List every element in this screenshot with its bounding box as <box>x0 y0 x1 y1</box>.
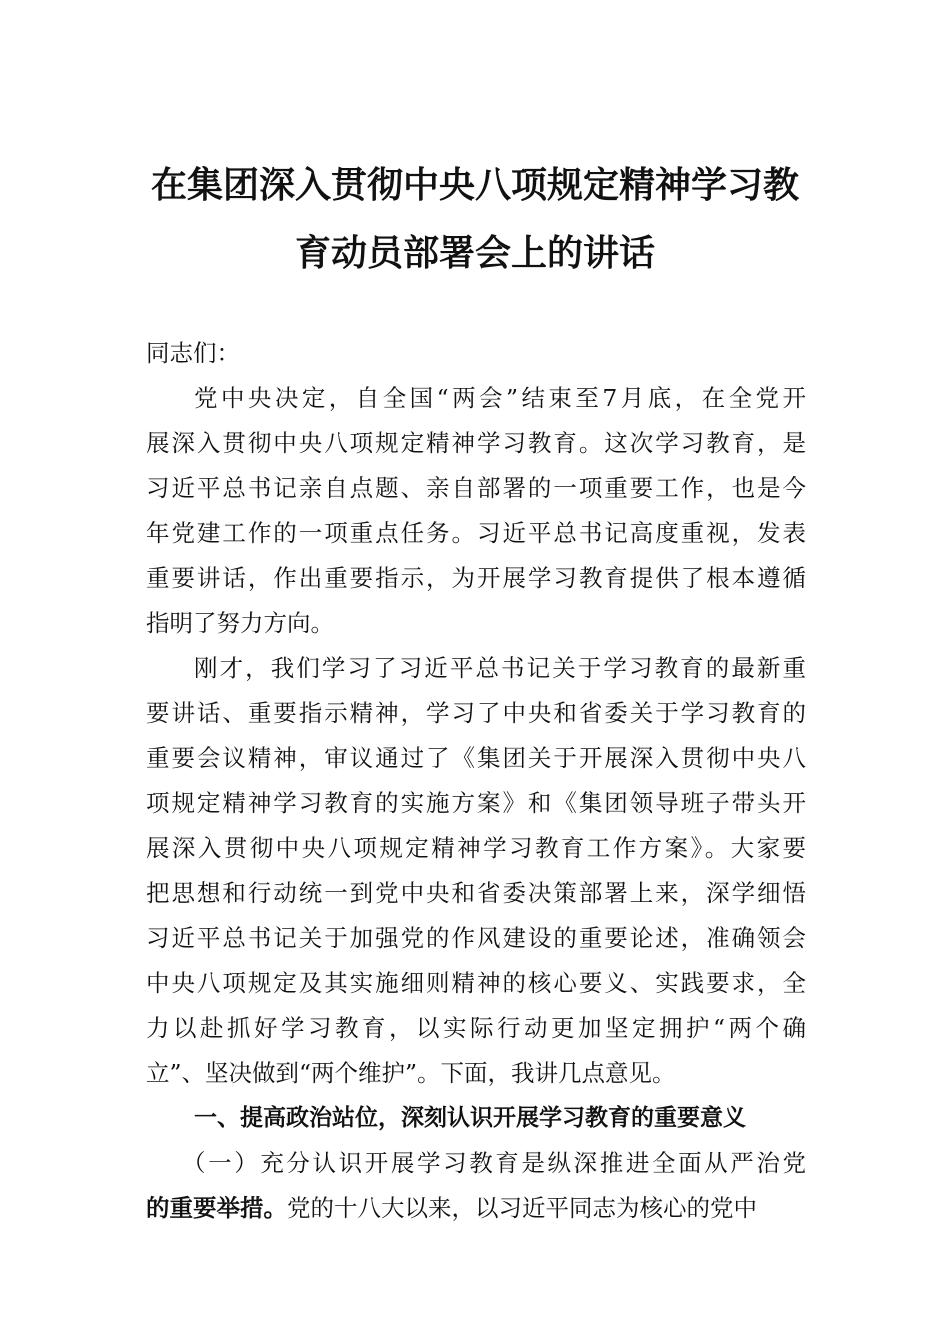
paragraph-1-line: 指明了努力方向。 <box>146 609 334 637</box>
paragraph-2-line: 项规定精神学习教育的实施方案》和《集团领导班子带头开 <box>146 789 806 817</box>
paragraph-1-line: 年党建工作的一项重点任务。习近平总书记高度重视，发表 <box>146 519 806 547</box>
paragraph-2-line: 刚才，我们学习了习近平总书记关于学习教育的最新重 <box>194 654 806 682</box>
document-title-line-1: 在集团深入贯彻中央八项规定精神学习教 <box>150 165 799 206</box>
subsection-1-line-1: （一）充分认识开展学习教育是纵深推进全面从严治党 <box>182 1149 806 1177</box>
document-title-line-2: 育动员部署会上的讲话 <box>294 233 655 274</box>
paragraph-2-line: 中央八项规定及其实施细则精神的核心要义、实践要求，全 <box>146 969 806 997</box>
paragraph-1-line: 习近平总书记亲自点题、亲自部署的一项重要工作，也是今 <box>146 474 806 502</box>
paragraph-2-line: 重要会议精神，审议通过了《集团关于开展深入贯彻中央八 <box>146 744 806 772</box>
paragraph-2-line: 立”、坚决做到“两个维护”。下面，我讲几点意见。 <box>146 1059 676 1087</box>
paragraph-2-line: 习近平总书记关于加强党的作风建设的重要论述，准确领会 <box>146 924 806 952</box>
paragraph-2-line: 把思想和行动统一到党中央和省委决策部署上来，深学细悟 <box>146 879 806 907</box>
paragraph-1-line: 展深入贯彻中央八项规定精神学习教育。这次学习教育，是 <box>146 429 806 457</box>
paragraph-2-line: 力以赴抓好学习教育，以实际行动更加坚定拥护“两个确 <box>146 1014 806 1042</box>
salutation: 同志们： <box>146 339 240 367</box>
subsection-1-line-2 <box>146 1191 806 1225</box>
paragraph-2-line: 要讲话、重要指示精神，学习了中央和省委关于学习教育的 <box>146 699 806 727</box>
paragraph-1-line: 重要讲话，作出重要指示，为开展学习教育提供了根本遵循 <box>146 564 806 592</box>
subsection-1-emphasis: 的重要举措。 <box>146 1194 287 1222</box>
paragraph-2-line: 展深入贯彻中央八项规定精神学习教育工作方案》。大家要 <box>146 834 806 862</box>
subsection-1-body: 党的十八大以来，以习近平同志为核心的党中 <box>287 1194 757 1222</box>
section-1-heading: 一、提高政治站位，深刻认识开展学习教育的重要意义 <box>194 1105 746 1131</box>
paragraph-1-line: 党中央决定，自全国“两会”结束至7月底，在全党开 <box>194 384 806 412</box>
